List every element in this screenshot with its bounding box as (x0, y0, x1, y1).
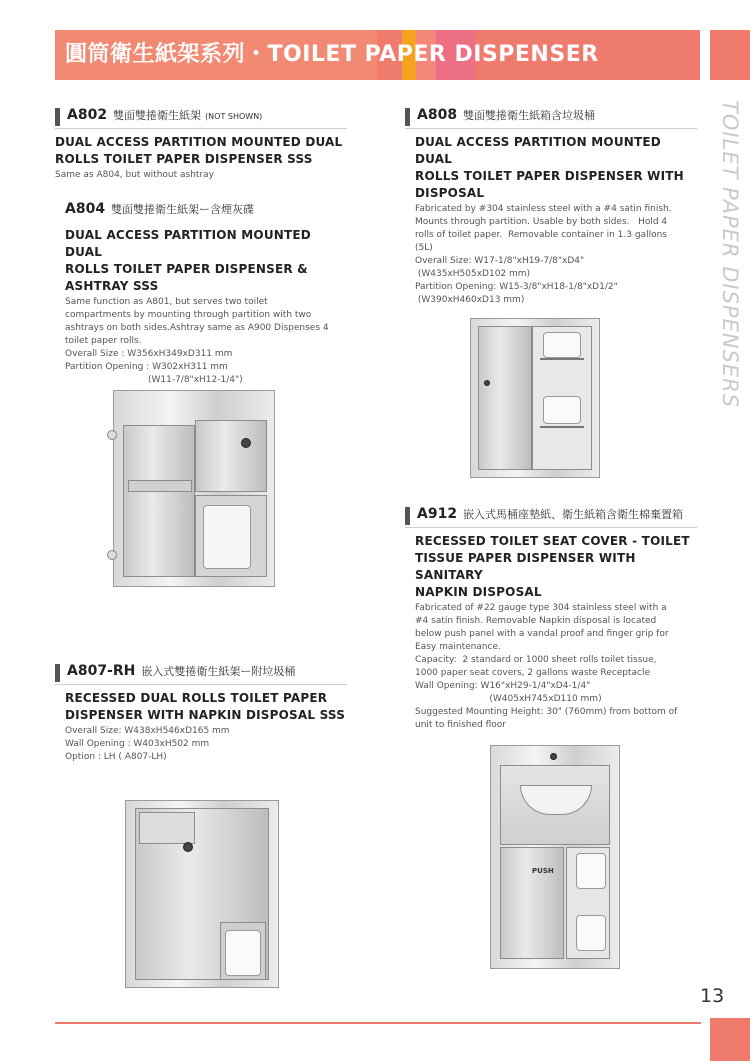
toilet-roll-icon (203, 505, 251, 569)
footer-tab (710, 1018, 750, 1061)
title-line: ROLLS TOILET PAPER DISPENSER & ASHTRAY SSS (65, 262, 308, 293)
title-line: DUAL ACCESS PARTITION MOUNTED DUAL (65, 228, 311, 259)
desc-line: Option : LH ( A807-LH) (65, 752, 167, 762)
side-tab (710, 30, 750, 80)
product-description (55, 169, 347, 182)
a808-dispenser-image (470, 318, 600, 478)
title-line: DUAL ACCESS PARTITION MOUNTED DUAL (415, 135, 661, 166)
toilet-roll-icon (543, 332, 581, 358)
title-line: DISPOSAL (415, 186, 485, 200)
roll-bar (540, 426, 584, 428)
product-description (55, 725, 347, 764)
desc-line: Overall Size: W17-1/8"xH19-7/8"xD4" (415, 256, 585, 266)
dispenser-door (478, 326, 532, 470)
product-cn-name: 嵌入式馬桶座墊紙、衛生紙箱含衛生棉棄置箱 (463, 508, 684, 521)
section-marker (405, 108, 410, 126)
product-a804 (55, 200, 347, 387)
desc-line: Wall Opening : W403xH502 mm (65, 739, 210, 749)
desc-line: (W405xH745xD110 mm) (415, 694, 602, 704)
push-label: PUSH (532, 867, 554, 875)
desc-line: Easy maintenance. (415, 642, 501, 652)
desc-line: 1000 paper seat covers, 2 gallons waste Receptacle (415, 668, 651, 678)
title-line: DISPENSER WITH NAPKIN DISPOSAL SSS (65, 708, 346, 722)
mounting-screw-icon (107, 430, 117, 440)
product-cn-name: 雙面雙捲衛生紙箱含垃圾桶 (463, 109, 596, 122)
desc-line: toilet paper rolls. (65, 336, 142, 346)
product-code-row (55, 106, 347, 129)
desc-line: Suggested Mounting Height: 30" (760mm) from bottom of (415, 707, 678, 717)
desc-line: Partition Opening : W302xH311 mm (65, 362, 228, 372)
desc-line: #4 satin finish. Removable Napkin disposal is located (415, 616, 657, 626)
section-marker (55, 108, 60, 126)
header-banner (55, 30, 700, 80)
product-description (55, 296, 347, 387)
desc-line: Partition Opening: W15-3/8"xH18-1/8"xD1/2" (415, 282, 618, 292)
title-line: ROLLS TOILET PAPER DISPENSER WITH (415, 169, 684, 183)
product-code: A808 (417, 107, 458, 123)
product-a912 (405, 505, 697, 732)
desc-line: unit to finished floor (415, 720, 506, 730)
dispenser-door (195, 420, 267, 492)
desc-line: Overall Size : W356xH349xD311 mm (65, 349, 233, 359)
a804-dispenser-image (103, 390, 278, 590)
product-description (405, 602, 697, 732)
lock-icon (241, 438, 251, 448)
product-a802 (55, 106, 347, 182)
side-title: TOILET PAPER DISPENSERS (718, 100, 742, 409)
a807-rh-dispenser-image (125, 800, 280, 990)
desc-line: compartments by mounting through partition with two (65, 310, 312, 320)
product-title (405, 134, 697, 202)
product-cn-name: 雙面雙捲衛生紙架 (113, 109, 202, 122)
product-title (55, 134, 347, 168)
desc-line: Same as A804, but without ashtray (55, 170, 214, 180)
product-code-row (55, 662, 347, 685)
desc-line: Overall Size: W438xH546xD165 mm (65, 726, 230, 736)
toilet-roll-icon (543, 396, 581, 424)
product-code: A804 (65, 201, 106, 217)
product-a808 (405, 106, 697, 307)
section-marker (55, 664, 60, 682)
product-title (405, 533, 697, 601)
page-number: 13 (700, 985, 725, 1007)
toilet-roll-icon (225, 930, 261, 976)
desc-line: Capacity: 2 standard or 1000 sheet rolls toilet tissue, (415, 655, 657, 665)
title-line: RECESSED DUAL ROLLS TOILET PAPER (65, 691, 328, 705)
ashtray (128, 480, 192, 492)
desc-line: below push panel with a vandal proof and finger grip for (415, 629, 669, 639)
product-title (55, 690, 347, 724)
desc-line: (W11-7/8"xH12-1/4") (65, 375, 243, 385)
product-title (55, 227, 347, 295)
desc-line: (W390xH460xD13 mm) (415, 295, 525, 305)
product-code: A912 (417, 506, 458, 522)
lock-icon (484, 380, 490, 386)
product-code: A802 (67, 107, 108, 123)
dispenser-body-left (123, 425, 195, 577)
product-code-row (55, 200, 347, 222)
desc-line: rolls of toilet paper. Removable container in 1.3 gallons (415, 230, 667, 240)
product-a807-rh (55, 662, 347, 764)
desc-line: (5L) (415, 243, 433, 253)
lock-icon (550, 753, 557, 760)
desc-line: Fabricated by #304 stainless steel with a #4 satin finish. (415, 204, 672, 214)
title-line: TISSUE PAPER DISPENSER WITH SANITARY (415, 551, 636, 582)
title-line: DUAL ACCESS PARTITION MOUNTED DUAL (55, 135, 343, 149)
desc-line: Same function as A801, but serves two toilet (65, 297, 268, 307)
toilet-roll-icon (576, 853, 606, 889)
product-code-row (405, 106, 697, 129)
desc-line: ashtrays on both sides.Ashtray same as A900 Dispenses 4 (65, 323, 329, 333)
desc-line: Fabricated of #22 gauge type 304 stainless steel with a (415, 603, 667, 613)
roll-bar (540, 358, 584, 360)
product-cn-name: 雙面雙捲衛生紙架ー含煙灰碟 (111, 203, 255, 216)
title-line: ROLLS TOILET PAPER DISPENSER SSS (55, 152, 313, 166)
page-title: 圓筒衛生紙架系列・TOILET PAPER DISPENSER (65, 42, 599, 67)
section-marker (405, 507, 410, 525)
napkin-flap (139, 812, 195, 844)
mounting-screw-icon (107, 550, 117, 560)
toilet-roll-icon (576, 915, 606, 951)
desc-line: Mounts through partition. Usable by both sides. Hold 4 (415, 217, 668, 227)
title-line: NAPKIN DISPOSAL (415, 585, 542, 599)
product-cn-name: 嵌入式雙捲衛生紙架ー附垃圾桶 (141, 665, 296, 678)
product-code-row (405, 505, 697, 528)
lock-icon (183, 842, 193, 852)
napkin-disposal-panel (500, 847, 564, 959)
product-code: A807-RH (67, 663, 136, 679)
desc-line: Wall Opening: W16"xH29-1/4"xD4-1/4" (415, 681, 591, 691)
title-line: RECESSED TOILET SEAT COVER - TOILET (415, 534, 690, 548)
a912-dispenser-image (490, 745, 620, 970)
desc-line: (W435xH505xD102 mm) (415, 269, 531, 279)
footer-line (55, 1022, 701, 1024)
product-note: (NOT SHOWN) (205, 112, 263, 121)
product-description (405, 203, 697, 307)
